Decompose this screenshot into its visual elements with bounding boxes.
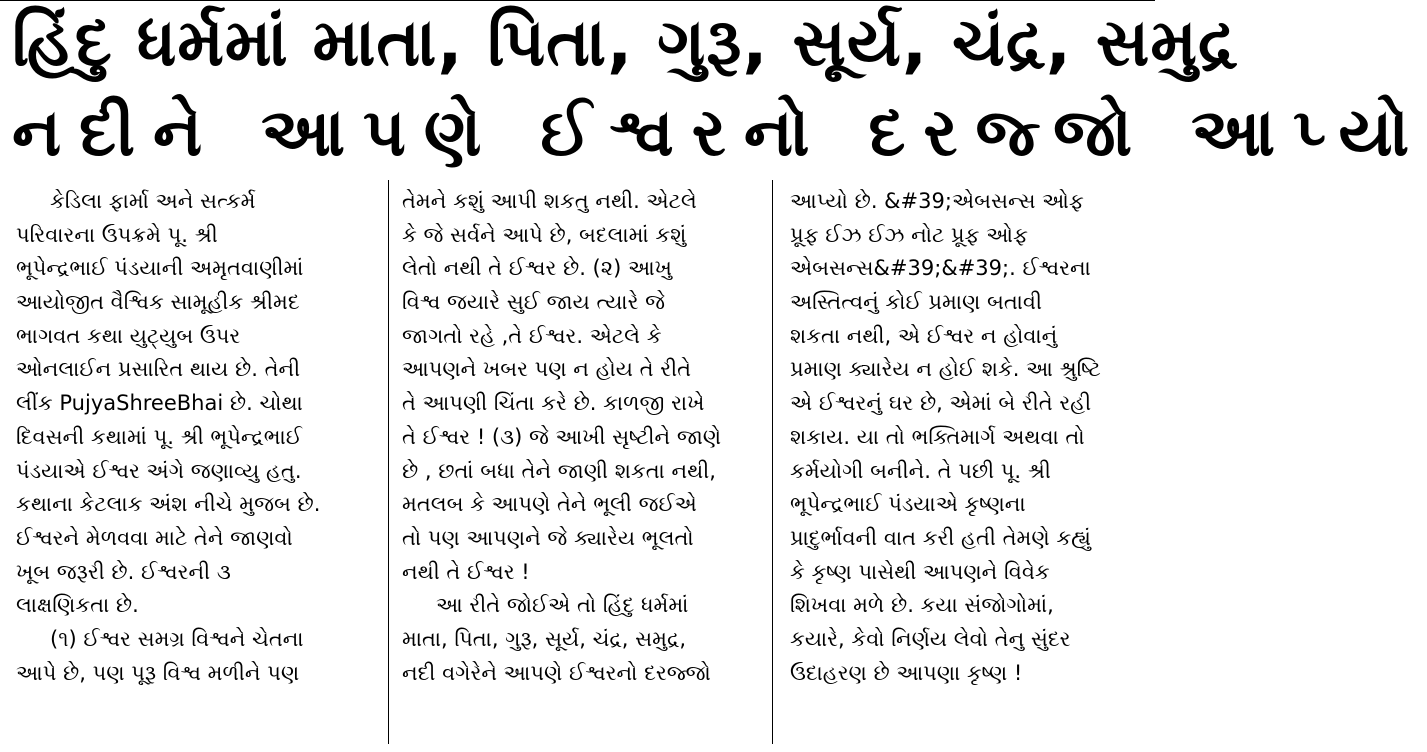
- text-line: છે , છતાં બધા તેને જાણી શકતા નથી,: [402, 458, 716, 483]
- text-line: મતલબ કે આપણે તેને ભૂલી જઈએ: [402, 492, 697, 517]
- text-line: પરિવારના ઉપક્રમે પૂ. શ્રી: [16, 222, 218, 247]
- text-line: પ્રમાણ ક્યારેય ન હોઈ શકે. આ શ્રુષ્ટિ: [790, 357, 1101, 382]
- text-line: ખૂબ જરૂરી છે. ઈશ્વરની ૩: [16, 559, 231, 584]
- text-line: આયોજીત વૈશ્વિક સામૂહીક શ્રીમદ: [16, 290, 300, 315]
- column-divider-2: [772, 180, 773, 744]
- text-line: તે આપણી ચિંતા કરે છે. કાળજી રાખે: [402, 391, 705, 416]
- text-line: કેડિલા ફાર્મા અને સત્કર્મ: [50, 189, 256, 213]
- text-line: માતા, પિતા, ગુરૂ, સૂર્ય, ચંદ્ર, સમુદ્ર,: [402, 626, 687, 651]
- text-line: એબસન્સ&#39;&#39;. ઈશ્વરના: [790, 256, 1091, 281]
- text-line: ભાગવત કથા યુટ્યુબ ઉપર: [16, 323, 241, 348]
- text-line: તે ઈશ્વર ! (૩) જે આખી સૃષ્ટીને જાણે: [402, 424, 722, 449]
- text-line: તો પણ આપણને જે ક્યારેય ભૂલતો: [402, 525, 694, 550]
- text-line: (૧) ઈશ્વર સમગ્ર વિશ્વને ચેતના: [50, 626, 304, 651]
- text-line: ઉદાહરણ છે આપણા કૃષ્ણ !: [790, 660, 1023, 685]
- text-line: અસ્તિત્વનું કોઈ પ્રમાણ બતાવી: [790, 290, 1042, 315]
- text-line: આપ્યો છે. &#39;એબસન્સ ઓફ: [790, 189, 1084, 213]
- text-line: આપે છે, પણ પૂરૂ વિશ્વ મળીને પણ: [16, 660, 300, 685]
- text-line: પંડયાએ ઈશ્વર અંગે જણાવ્યુ હતુ.: [16, 458, 302, 483]
- text-line: શિખવા મળે છે. કયા સંજોગોમાં,: [790, 593, 1054, 618]
- text-line: કે કૃષ્ણ પાસેથી આપણને વિવેક: [790, 559, 1050, 584]
- text-line: શકતા નથી, એ ઈશ્વર ન હોવાનું: [790, 323, 1058, 348]
- text-line: ભૂપેન્દ્રભાઈ પંડયાએ કૃષ્ણના: [790, 492, 1026, 517]
- text-line: લીંક PujyaShreeBhai છે. ચોથા: [16, 391, 303, 416]
- column-divider-1: [388, 180, 389, 744]
- text-line: દિવસની કથામાં પૂ. શ્રી ભૂપેન્દ્રભાઈ: [16, 424, 302, 449]
- text-line: ઓનલાઈન પ્રસારિત થાય છે. તેની: [16, 357, 301, 382]
- text-line: જાગતો રહે ,તે ઈશ્વર. એટલે કે: [402, 323, 662, 348]
- text-line: ઈશ્વરને મેળવવા માટે તેને જાણવો: [16, 525, 293, 550]
- text-line: પ્રૂફ ઈઝ ઈઝ નોટ પ્રૂફ ઓફ: [790, 222, 1028, 247]
- headline-line-2: નદીને આપણે ઈશ્વરનો દરજ્જો આપ્યો: [12, 94, 1427, 171]
- text-line: નદી વગેરેને આપણે ઈશ્વરનો દરજ્જો: [402, 660, 711, 685]
- top-rule: [0, 0, 1155, 1]
- text-line: લેતો નથી તે ઈશ્વર છે. (૨) આખુ: [402, 256, 672, 281]
- text-line: પ્રાદુર્ભાવની વાત કરી હતી તેમણે કહ્યું: [790, 525, 1091, 550]
- text-line: વિશ્વ જયારે સુઈ જાય ત્યારે જે: [402, 290, 665, 315]
- text-line: આ રીતે જોઈએ તો હિંદુ ધર્મમાં: [436, 593, 689, 618]
- text-line: કથાના કેટલાક અંશ નીચે મુજબ છે.: [16, 492, 321, 517]
- text-line: લાક્ષણિકતા છે.: [16, 593, 139, 618]
- text-line: એ ઈશ્વરનું ઘર છે, એમાં બે રીતે રહી: [790, 391, 1092, 416]
- text-line: કે જે સર્વને આપે છે, બદલામાં કશું: [402, 222, 687, 247]
- article-column-3: [790, 185, 1142, 690]
- text-line: કયારે, કેવો નિર્ણય લેવો તેનુ સુંદર: [790, 626, 1071, 651]
- text-line: નથી તે ઈશ્વર !: [402, 559, 530, 584]
- text-line: ભૂપેન્દ્રભાઈ પંડયાની અમૃતવાણીમાં: [16, 256, 304, 281]
- headline-line-1: હિંદુ ધર્મમાં માતા, પિતા, ગુરૂ, સૂર્ય, ચંદ્ર, સમુદ્ર: [12, 4, 1238, 81]
- text-line: આપણને ખબર પણ ન હોય તે રીતે: [402, 357, 692, 382]
- text-line: કર્મયોગી બનીને. તે પછી પૂ. શ્રી: [790, 458, 1051, 483]
- text-line: તેમને કશું આપી શકતુ નથી. એટલે: [402, 189, 697, 213]
- text-line: શકાય. યા તો ભક્તિમાર્ગ અથવા તો: [790, 424, 1085, 449]
- article-column-2: [402, 185, 754, 690]
- article-column-1: [16, 185, 374, 690]
